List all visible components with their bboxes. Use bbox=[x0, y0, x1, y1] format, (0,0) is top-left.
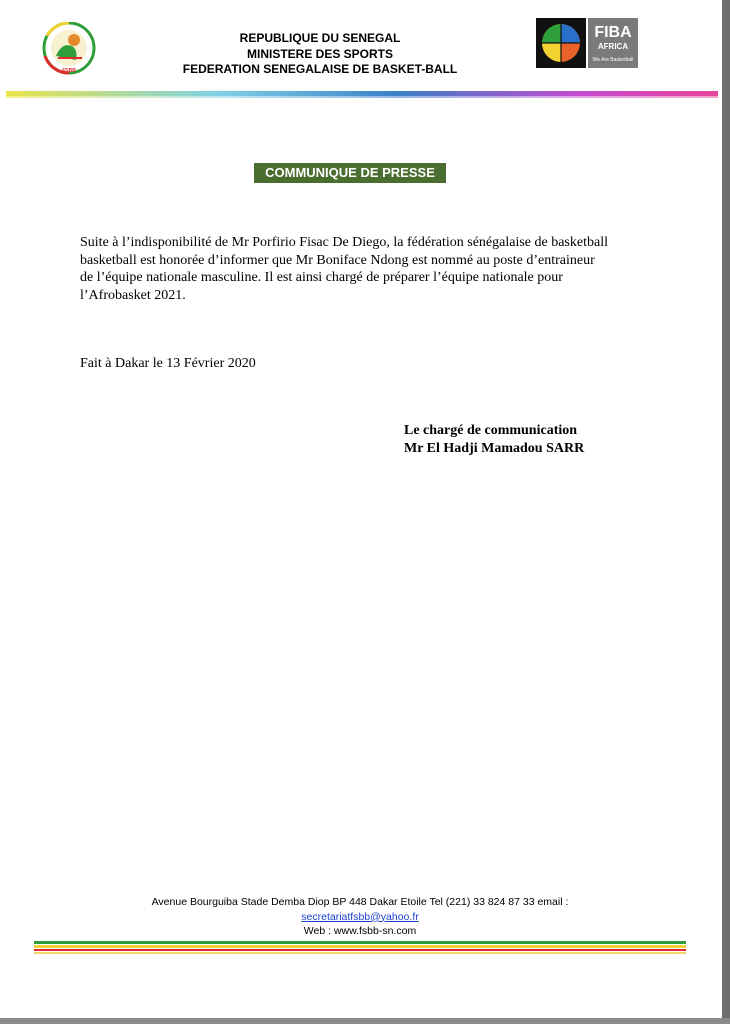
body-line: Suite à l’indisponibilité de Mr Porfirio Fisac De Diego, la fédération sénégalaise de basketball bbox=[80, 235, 608, 250]
body-line: basketball est honorée d’informer que Mr Boniface Ndong est nommé au poste d’entraineur bbox=[80, 252, 595, 268]
footer-divider-red bbox=[34, 949, 686, 951]
header-federation: FEDERATION SENEGALAISE DE BASKET-BALL bbox=[182, 62, 458, 76]
header-country: REPUBLIQUE DU SENEGAL bbox=[239, 31, 401, 45]
body-line: l’Afrobasket 2021. bbox=[80, 287, 186, 303]
fiba-logo-region: AFRICA bbox=[597, 42, 629, 51]
footer-contact bbox=[60, 895, 660, 939]
footer-email-link[interactable]: secretariatfsbb@yahoo.fr bbox=[301, 910, 419, 923]
dateline: Fait à Dakar le 13 Février 2020 bbox=[80, 356, 256, 371]
page-frame-right bbox=[722, 0, 730, 1024]
page-frame-bottom bbox=[0, 1018, 730, 1024]
fiba-africa-logo-icon bbox=[536, 18, 638, 68]
press-release-title: COMMUNIQUE DE PRESSE bbox=[254, 163, 446, 183]
footer-address: Avenue Bourguiba Stade Demba Diop BP 448 Dakar Etoile Tel (221) 33 824 87 33 email : bbox=[151, 896, 569, 908]
header-org-block bbox=[150, 31, 490, 78]
signature-block bbox=[404, 422, 644, 457]
fsbb-logo-icon bbox=[38, 22, 100, 78]
fiba-logo-tagline: We Are Basketball bbox=[592, 57, 634, 63]
header-divider-shadow bbox=[6, 96, 718, 98]
signature-role: Le chargé de communication bbox=[404, 423, 578, 438]
fiba-logo-name: FIBA bbox=[594, 24, 632, 41]
header-ministry: MINISTERE DES SPORTS bbox=[246, 46, 394, 61]
footer-divider-light bbox=[34, 952, 686, 954]
footer-website: Web : www.fsbb-sn.com bbox=[303, 925, 417, 937]
body-line: de l’équipe nationale masculine. Il est ainsi chargé de préparer l’équipe nationale pour bbox=[80, 270, 563, 285]
footer-divider-green bbox=[34, 941, 686, 944]
press-release-body bbox=[80, 234, 660, 304]
footer-divider-yellow bbox=[34, 945, 686, 948]
fsbb-logo-text: FSBB bbox=[62, 68, 76, 74]
signature-name: Mr El Hadji Mamadou SARR bbox=[404, 440, 585, 456]
